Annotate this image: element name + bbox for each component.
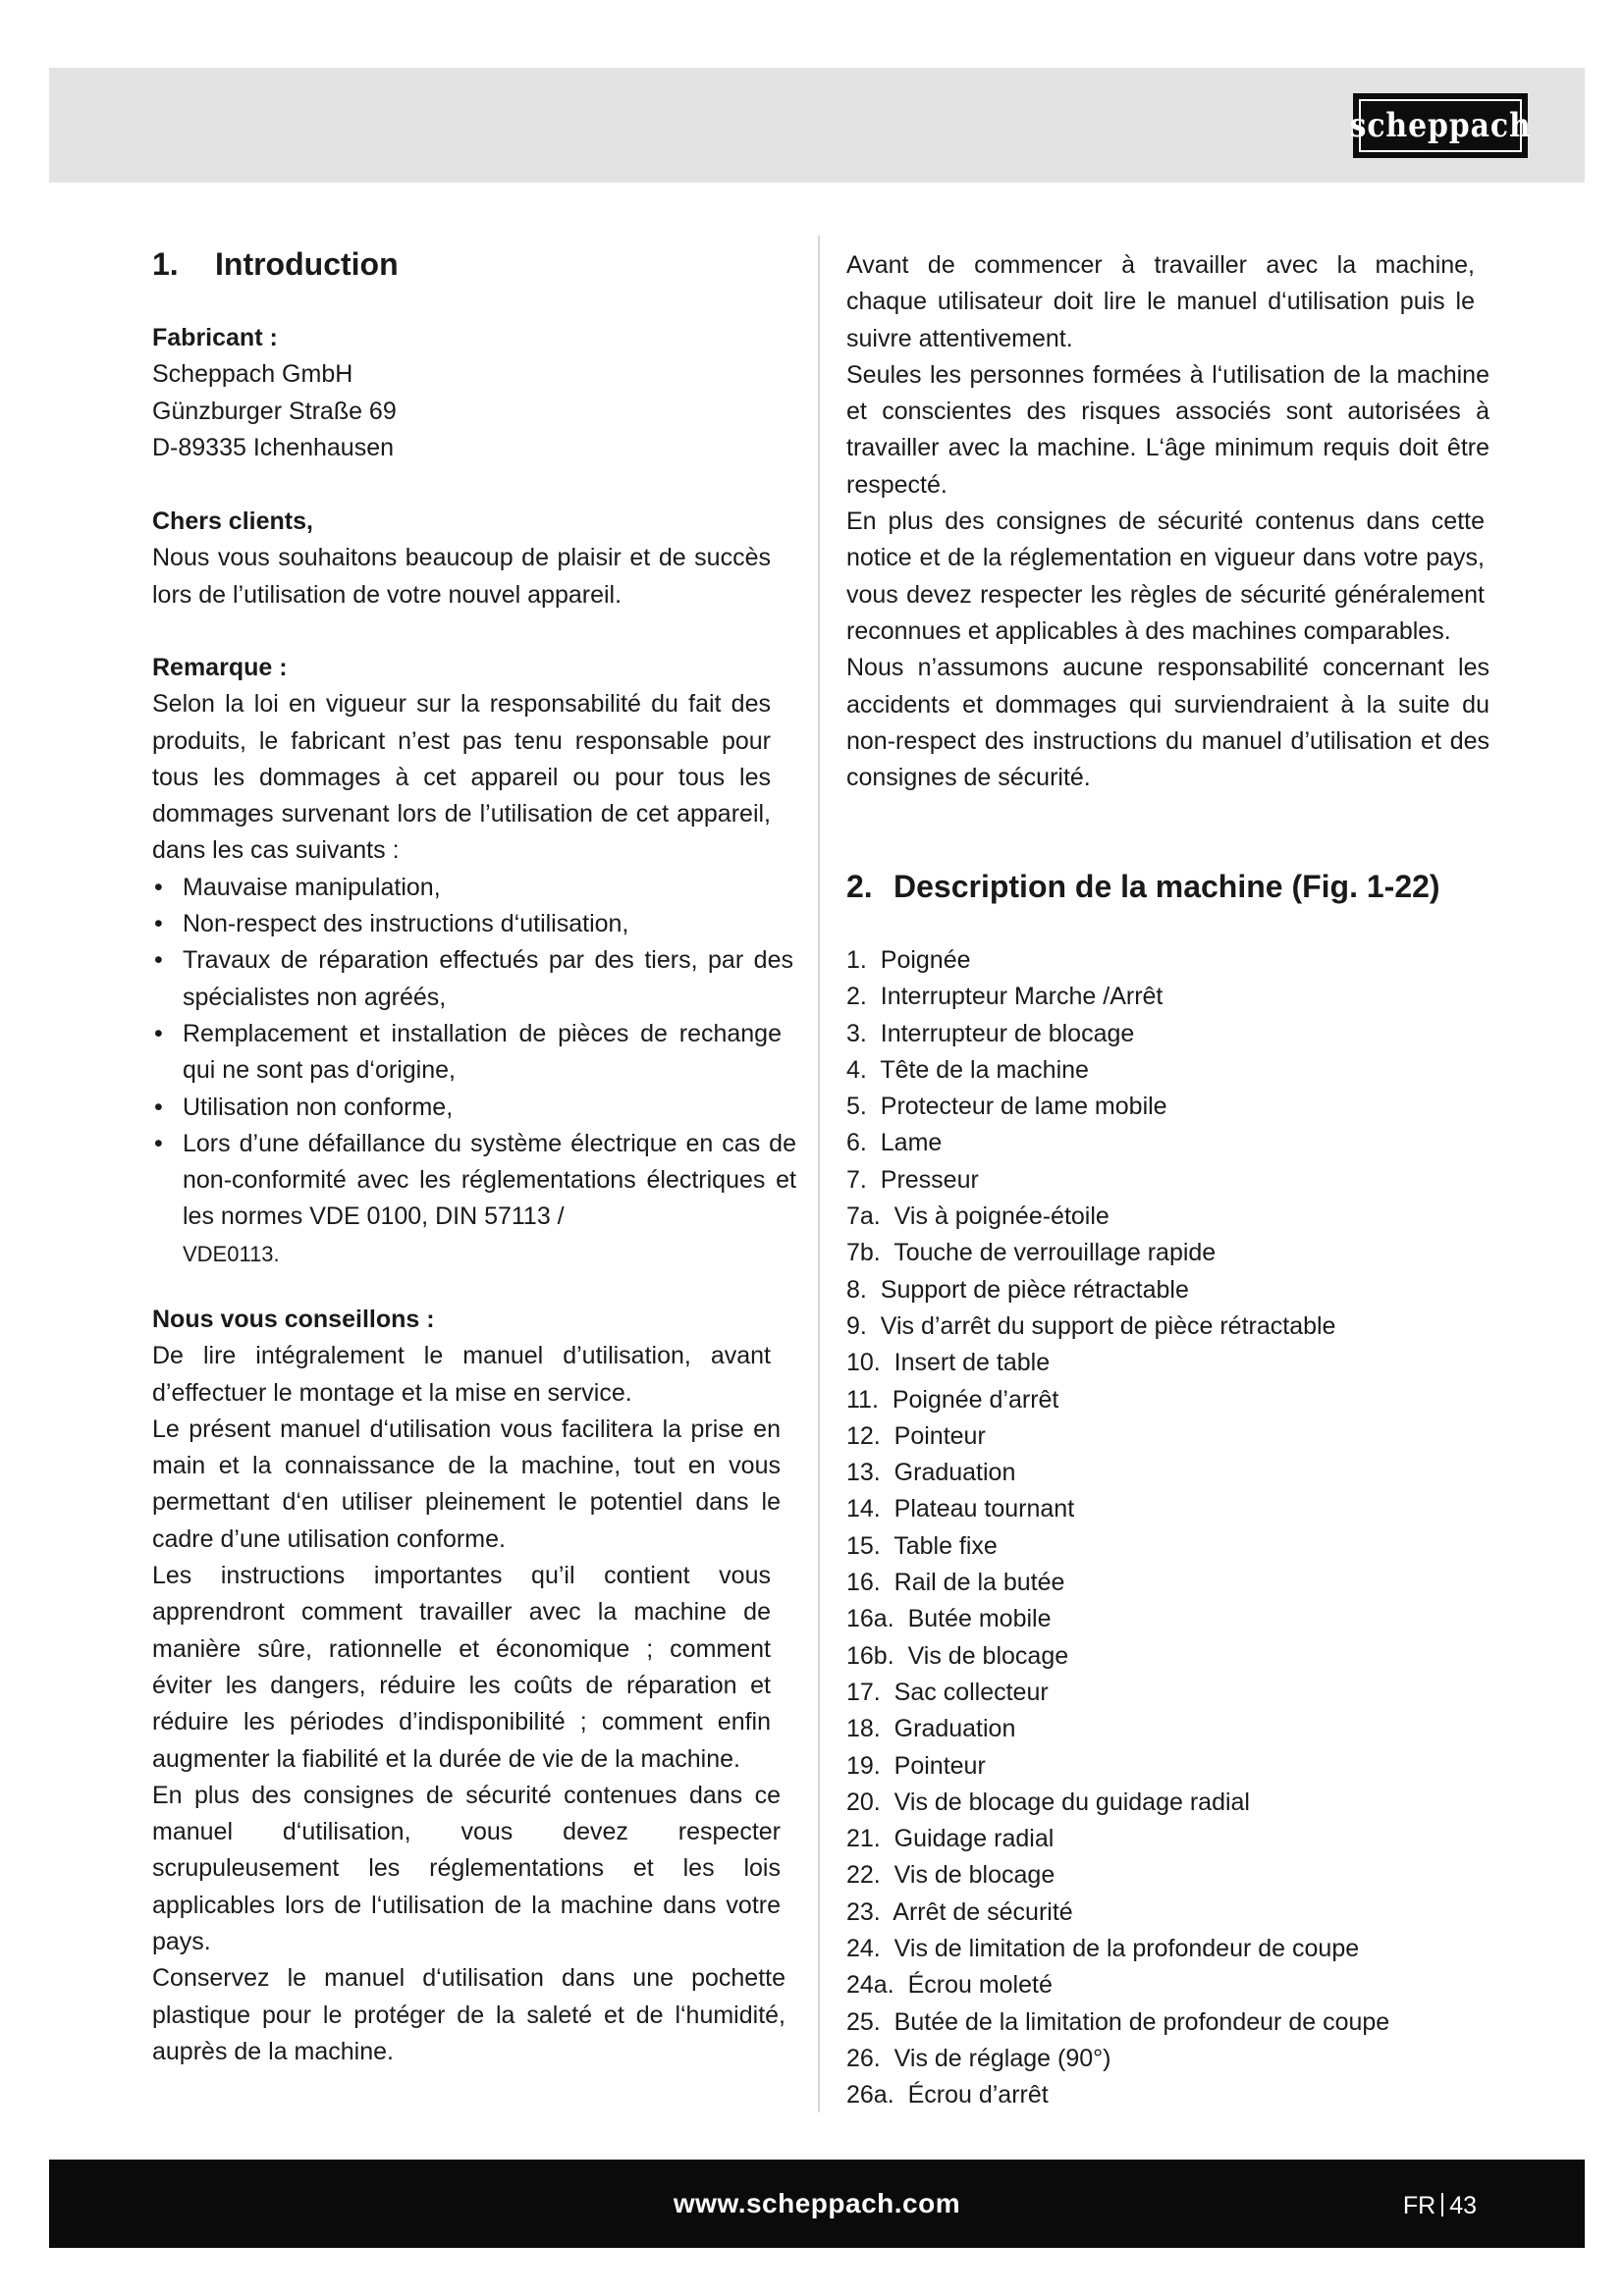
list-item (846, 1052, 1494, 1089)
part-number: 2. (846, 983, 867, 1011)
part-number: 3. (846, 1019, 867, 1047)
part-label: Tête de la machine (880, 1055, 1089, 1084)
list-item (846, 1748, 1494, 1785)
brand-logo-frame (1349, 99, 1532, 152)
part-label: Plateau tournant (893, 1495, 1075, 1523)
part-number: 16b. (846, 1641, 894, 1670)
clients-block (152, 504, 771, 614)
manufacturer-line: D-89335 Ichenhausen (152, 433, 395, 461)
footer-website-link[interactable]: www.scheppach.com (673, 2188, 961, 2218)
part-number: 7a. (846, 1202, 881, 1231)
part-label: Interrupteur de blocage (880, 1019, 1135, 1047)
list-item (846, 1089, 1494, 1125)
list-item (846, 1491, 1494, 1527)
list-item (846, 1931, 1494, 1967)
part-label: Insert de table (893, 1349, 1051, 1377)
list-item (846, 1785, 1494, 1821)
manufacturer-line: Scheppach GmbH (152, 360, 353, 389)
part-number: 16. (846, 1569, 881, 1597)
part-label: Arrêt de sécurité (893, 1897, 1073, 1926)
manufacturer-label: Fabricant : (152, 324, 278, 351)
part-label: Vis de blocage (893, 1861, 1056, 1890)
part-label: Graduation (893, 1715, 1016, 1743)
list-item (846, 2041, 1494, 2077)
manufacturer-line: Günzburger Straße 69 (152, 397, 397, 425)
list-item (846, 1528, 1494, 1565)
brand-logo-text: scheppach (1349, 106, 1532, 145)
list-item: • Mauvaise manipulation, (152, 870, 782, 906)
part-number: 20. (846, 1788, 881, 1816)
part-number: 24. (846, 1935, 881, 1963)
part-number: 18. (846, 1715, 881, 1743)
clients-text: Nous vous souhaitons beaucoup de plaisir et de succès lors de l’utilisation de votre nouvel appareil. (152, 544, 771, 609)
column-divider (818, 236, 820, 2112)
list-item (846, 1272, 1494, 1308)
list-item: • Utilisation non conforme, (152, 1090, 782, 1126)
section-title-text: Introduction (215, 246, 399, 282)
page-footer (49, 2160, 1585, 2248)
advice-paragraph: Le présent manuel d‘utilisation vous facilitera la prise en main et la connaissance de la machine, tout en vous permettant d‘en utiliser pleinement le potentiel dans le cadre d’une utilisation conforme. (152, 1415, 781, 1553)
page-header (49, 68, 1585, 183)
list-item (846, 979, 1494, 1015)
part-label: Butée mobile (907, 1605, 1052, 1633)
remark-bullet-tail: VDE0113. (183, 1241, 280, 1266)
footer-page-indicator (1403, 2160, 1477, 2248)
part-number: 4. (846, 1055, 867, 1084)
list-item (846, 1967, 1494, 2003)
part-label: Pointeur (893, 1751, 986, 1780)
section-number: 1. (152, 246, 179, 282)
list-item (846, 1199, 1494, 1235)
list-item (846, 2077, 1494, 2113)
list-item (846, 1418, 1494, 1455)
list-item (846, 1345, 1494, 1381)
part-label: Interrupteur Marche /Arrêt (880, 983, 1164, 1011)
part-label: Vis de blocage (907, 1641, 1069, 1670)
list-item (846, 1235, 1494, 1271)
part-number: 26. (846, 2044, 881, 2072)
advice-paragraph: Conservez le manuel d‘utilisation dans une pochette plastique pour le protéger de la saleté et de l‘humidité, auprès de la machine. (152, 1964, 785, 2065)
list-item (846, 1308, 1494, 1345)
list-item (846, 1711, 1494, 1747)
remark-bullet-list (152, 870, 796, 1236)
list-item (846, 1857, 1494, 1894)
part-label: Sac collecteur (893, 1678, 1049, 1706)
intro-paragraph: En plus des consignes de sécurité contenus dans cette notice et de la réglementation en vigueur dans votre pays, vous devez respecter les règles de sécurité généralement reconnues et applicables à des machines comparables. (846, 507, 1485, 645)
part-number: 21. (846, 1825, 881, 1853)
list-item: • Travaux de réparation effectués par des tiers, par des spécialistes non agréés, (152, 942, 793, 1016)
part-label: Poignée (880, 946, 971, 974)
list-item (846, 1895, 1494, 1931)
clients-label: Chers clients, (152, 507, 313, 535)
advice-paragraph: Les instructions importantes qu’il contient vous apprendront comment travailler avec la machine de manière sûre, rationnelle et économique ; comment éviter les dangers, réduire les coûts de réparation et réduire les périodes d’indisponibilité ; comment enfin augmenter la fiabilité et la durée de vie de la machine. (152, 1562, 771, 1773)
part-number: 19. (846, 1751, 881, 1780)
section-number: 2. (846, 869, 873, 904)
footer-separator (1441, 2193, 1443, 2216)
intro-paragraph: Avant de commencer à travailler avec la machine, chaque utilisateur doit lire le manuel d‘utilisation puis le suivre attentivement. (846, 251, 1475, 352)
part-number: 25. (846, 2007, 881, 2036)
remark-label: Remarque : (152, 654, 288, 681)
part-number: 13. (846, 1459, 881, 1487)
part-label: Vis de blocage du guidage radial (893, 1788, 1250, 1816)
brand-logo (1349, 93, 1532, 158)
manufacturer-block (152, 320, 802, 466)
footer-language: FR (1402, 2192, 1436, 2219)
part-number: 10. (846, 1349, 881, 1377)
part-number: 5. (846, 1093, 867, 1121)
part-label: Vis de limitation de la profondeur de coupe (893, 1935, 1360, 1963)
part-number: 8. (846, 1275, 867, 1304)
part-label: Presseur (880, 1165, 979, 1194)
intro-paragraph: Seules les personnes formées à l‘utilisation de la machine et conscientes des risques associés sont autorisées à travailler avec la machine. L‘âge minimum requis doit être respecté. (846, 360, 1489, 499)
section-title-description (846, 867, 1440, 906)
list-item (846, 1638, 1494, 1675)
advice-label: Nous vous conseillons : (152, 1306, 435, 1333)
part-label: Poignée d’arrêt (892, 1385, 1059, 1414)
part-number: 16a. (846, 1605, 894, 1633)
list-item (846, 2004, 1494, 2041)
intro-continued-block (846, 247, 1494, 796)
part-label: Écrou d’arrêt (907, 2081, 1049, 2109)
list-item (846, 942, 1494, 979)
list-item (846, 1821, 1494, 1857)
advice-paragraph: De lire intégralement le manuel d’utilisation, avant d’effectuer le montage et la mise en service. (152, 1342, 771, 1407)
list-item (846, 1675, 1494, 1711)
advice-block (152, 1302, 785, 2070)
part-label: Guidage radial (893, 1825, 1055, 1853)
list-item (846, 1162, 1494, 1199)
part-label: Vis à poignée-étoile (893, 1202, 1110, 1231)
advice-paragraph: En plus des consignes de sécurité contenues dans ce manuel d‘utilisation, vous devez respecter scrupuleusement les réglementations et les lois applicables lors de l‘utilisation de la machine dans votre pays. (152, 1781, 781, 1956)
part-number: 12. (846, 1421, 881, 1450)
remark-block (152, 650, 796, 1272)
list-item (846, 1016, 1494, 1052)
part-number: 15. (846, 1531, 881, 1560)
remark-text: Selon la loi en vigueur sur la responsabilité du fait des produits, le fabricant n’est pas tenu responsable pour tous les dommages à cet appareil ou pour tous les dommages survenant lors de l’utilisation de cet appareil, dans les cas suivants : (152, 690, 771, 865)
part-label: Écrou moleté (907, 1971, 1053, 2000)
part-number: 22. (846, 1861, 881, 1890)
part-label: Touche de verrouillage rapide (893, 1239, 1217, 1267)
part-number: 24a. (846, 1971, 894, 2000)
part-number: 7. (846, 1165, 867, 1194)
part-label: Lame (880, 1129, 943, 1157)
list-item (846, 1565, 1494, 1601)
section-title-text: Description de la machine (Fig. 1-22) (893, 869, 1440, 904)
part-label: Pointeur (893, 1421, 986, 1450)
part-label: Table fixe (893, 1531, 998, 1560)
part-number: 17. (846, 1678, 881, 1706)
part-number: 11. (846, 1385, 879, 1414)
part-number: 1. (846, 946, 867, 974)
part-label: Protecteur de lame mobile (880, 1093, 1167, 1121)
part-label: Rail de la butée (893, 1569, 1065, 1597)
intro-paragraph: Nous n’assumons aucune responsabilité concernant les accidents et dommages qui surviendraient à la suite du non-respect des instructions du manuel d’utilisation et des consignes de sécurité. (846, 654, 1489, 792)
part-number: 14. (846, 1495, 881, 1523)
list-item: • Lors d’une défaillance du système électrique en cas de non-conformité avec les réglementations électriques et les normes VDE 0100, DIN 57113 / (152, 1126, 796, 1236)
part-label: Graduation (893, 1459, 1016, 1487)
list-item (846, 1382, 1494, 1418)
part-label: Vis d’arrêt du support de pièce rétractable (880, 1311, 1336, 1340)
list-item: • Remplacement et installation de pièces de rechange qui ne sont pas d‘origine, (152, 1016, 782, 1090)
part-number: 7b. (846, 1239, 881, 1267)
part-number: 23. (846, 1897, 881, 1926)
part-number: 6. (846, 1129, 867, 1157)
part-number: 9. (846, 1311, 867, 1340)
list-item (846, 1455, 1494, 1491)
part-label: Vis de réglage (90°) (893, 2044, 1111, 2072)
part-number: 26a. (846, 2081, 894, 2109)
parts-list (846, 942, 1494, 2114)
section-title-introduction (152, 244, 399, 284)
list-item (846, 1601, 1494, 1637)
part-label: Support de pièce rétractable (880, 1275, 1189, 1304)
footer-page-number: 43 (1449, 2192, 1477, 2219)
list-item: • Non-respect des instructions d‘utilisation, (152, 906, 782, 942)
part-label: Butée de la limitation de profondeur de coupe (893, 2007, 1390, 2036)
list-item (846, 1125, 1494, 1161)
